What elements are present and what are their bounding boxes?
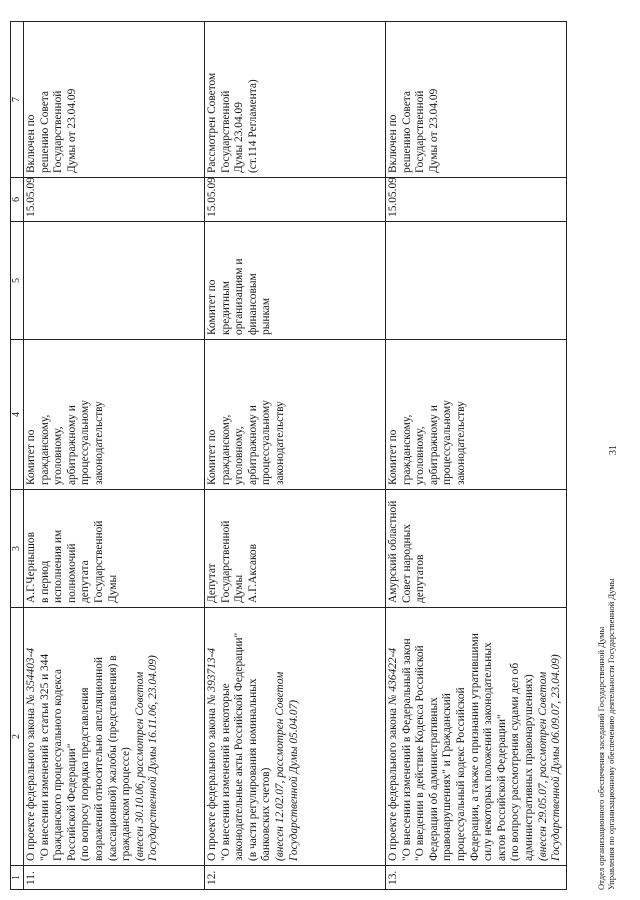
row-number: 12.	[205, 866, 386, 890]
bill-description-line	[441, 612, 455, 861]
bill-description-line	[509, 612, 523, 861]
responsible-committee-line: гражданскому,	[219, 414, 232, 485]
responsible-committee-line: законодательству	[273, 401, 286, 485]
responsible-committee-line: процессуальному	[260, 400, 273, 485]
responsible-committee-line: арбитражному и	[246, 405, 259, 485]
bill-text: Федерации, а также о признании утратившими	[468, 633, 481, 861]
table-row	[24, 22, 205, 890]
responsible-committee-line: гражданскому,	[400, 414, 413, 485]
page-number: 31	[608, 445, 619, 455]
bill-description-line	[401, 612, 415, 861]
bill-description-line	[120, 612, 134, 861]
bill-text: "О внесении изменений в статьи 325 и 344	[38, 653, 51, 861]
bill-italic-text: Государственной Думы 16.11.06, 23.04.09)	[147, 655, 160, 861]
initiator-line: Государственной	[219, 520, 232, 603]
co-committee	[386, 222, 567, 340]
column-number: 7	[11, 22, 24, 178]
responsible-committee-line: Комитет по	[206, 429, 218, 485]
note-line: Рассмотрен Советом	[206, 72, 218, 173]
responsible-committee-line: арбитражному и	[65, 405, 78, 485]
initiator-line: Депутат	[206, 563, 218, 603]
co-committee	[24, 222, 205, 340]
bill-description-line	[537, 612, 551, 861]
responsible-committee-line: уголовному,	[52, 426, 65, 485]
bill-text: Гражданского процессуального кодекса	[52, 669, 65, 861]
review-date: 15.05.09	[24, 178, 205, 222]
bill-text: (по вопросу порядка представления	[79, 687, 92, 861]
bill-text: (по вопросу рассмотрения судами дел об	[509, 662, 522, 861]
responsible-committee-line: Комитет по	[25, 429, 37, 485]
initiator	[205, 490, 386, 608]
note-line: Включен по	[387, 114, 399, 173]
bill-italic-text: № 354403-4	[25, 647, 37, 706]
initiator-line: Государственной	[92, 520, 105, 603]
bill-description-line	[469, 612, 483, 861]
bill-description-line	[233, 612, 247, 861]
note-line: Думы от 23.04.09	[65, 88, 78, 173]
note-line: Думы 23.04.09	[233, 102, 246, 173]
co-committee-line: рынкам	[260, 297, 273, 335]
bill-italic-text: Государственной Думы 06.09.07, 23.04.09)	[550, 654, 563, 861]
table-row	[205, 22, 386, 890]
bill-italic-text: (внесен 12.02.07, рассмотрен Советом	[273, 671, 286, 861]
bill-description-line	[387, 612, 401, 861]
initiator	[386, 490, 567, 608]
bill-text: (кассационной) жалобы (представления) в	[106, 655, 119, 861]
bill-text: актов Российской Федерации"	[495, 714, 508, 861]
responsible-committee-line: законодательству	[92, 401, 105, 485]
column-number: 5	[11, 222, 24, 340]
bill-description-line	[414, 612, 428, 861]
co-committee-line: финансовым	[246, 273, 259, 335]
review-date: 15.05.09	[386, 178, 567, 222]
bill-description-line	[274, 612, 288, 861]
bill-description-line	[93, 612, 107, 861]
responsible-committee-line: гражданскому,	[38, 414, 51, 485]
note	[386, 22, 567, 178]
bill-italic-text: № 436422-4	[387, 647, 399, 706]
co-committee-line: кредитным	[219, 281, 232, 335]
footer-line: Отдел организационного обеспечения заседаний Государственной Думы	[596, 626, 606, 890]
note-line: Государственной	[219, 90, 232, 173]
responsible-committee	[24, 340, 205, 490]
responsible-committee-line: процессуальному	[441, 400, 454, 485]
bill-description	[205, 608, 386, 866]
review-date: 15.05.09	[205, 178, 386, 222]
bill-description-line	[39, 612, 53, 861]
bill-description-line	[496, 612, 510, 861]
initiator-line: Амурский областной	[387, 500, 399, 603]
initiator-line: исполнения им	[52, 529, 65, 603]
bill-description-line	[523, 612, 537, 861]
note-line: решению Совета	[400, 91, 413, 173]
bill-text: гражданском процессе)	[120, 747, 133, 861]
bill-text: О проекте федерального закона	[387, 705, 399, 861]
bill-italic-text: № 393713-4	[206, 647, 218, 706]
bill-description-line	[107, 612, 121, 861]
table-row	[386, 22, 567, 890]
responsible-committee-line: законодательству	[454, 401, 467, 485]
bill-text: (в части регулирования номинальных	[246, 678, 259, 861]
bill-text: правонарушениях" и Гражданский	[441, 693, 454, 861]
column-number: 6	[11, 178, 24, 222]
note-line: (ст.114 Регламента)	[246, 79, 259, 173]
bill-description-line	[25, 612, 39, 861]
note-line: Думы от 23.04.09	[427, 88, 440, 173]
responsible-committee-line: арбитражному и	[427, 405, 440, 485]
bill-text: Федерации об административных	[427, 697, 440, 861]
bill-description-line	[482, 612, 496, 861]
responsible-committee-line: уголовному,	[414, 426, 427, 485]
initiator-line: в период	[38, 560, 51, 603]
bill-italic-text: (внесен 29.05.07, рассмотрен Советом	[536, 671, 549, 861]
bill-description-line	[550, 612, 564, 861]
bill-description-line	[428, 612, 442, 861]
bill-description-line	[147, 612, 161, 861]
bill-text: О проекте федерального закона	[25, 705, 37, 861]
initiator	[24, 490, 205, 608]
bill-text: "О внесении изменений в Федеральный закон	[400, 638, 413, 861]
responsible-committee-line: процессуальному	[79, 400, 92, 485]
note-line: решению Совета	[38, 91, 51, 173]
co-committee-line: Комитет по	[206, 279, 218, 335]
bill-description-line	[220, 612, 234, 861]
responsible-committee-line: Комитет по	[387, 429, 399, 485]
note	[24, 22, 205, 178]
bill-text: процессуальный кодекс Российской	[454, 687, 467, 861]
bill-text: возражений относительно апелляционной	[92, 657, 105, 861]
bill-description-line	[288, 612, 302, 861]
bill-description-line	[206, 612, 220, 861]
initiator-line: А.Г.Чернышов	[25, 532, 37, 603]
initiator-line: депутатов	[414, 554, 427, 603]
bill-text: "О внесении изменений в некоторые	[219, 683, 232, 861]
agenda-table	[10, 21, 567, 890]
bill-description-line	[52, 612, 66, 861]
bill-description-line	[247, 612, 261, 861]
initiator-line: полномочий	[65, 543, 78, 603]
note-line: Государственной	[52, 90, 65, 173]
row-number: 11.	[24, 866, 205, 890]
bill-text: административных правонарушениях)	[522, 674, 535, 861]
bill-description	[386, 608, 567, 866]
bill-text: "О введении в действие Кодекса Российской	[414, 645, 427, 861]
responsible-committee-line: уголовному,	[233, 426, 246, 485]
note-line: Включен по	[25, 114, 37, 173]
bill-italic-text: (внесен 30.10.06, рассмотрен Советом	[133, 671, 146, 861]
bill-text: О проекте федерального закона	[206, 705, 218, 861]
initiator-line: А.Г.Аксаков	[246, 544, 259, 603]
footer-line: Управления по организационному обеспечению деятельности Государственной Думы	[606, 578, 616, 890]
bill-text: силу некоторых положений законодательных	[482, 642, 495, 861]
note	[205, 22, 386, 178]
bill-description-line	[79, 612, 93, 861]
responsible-committee	[205, 340, 386, 490]
bill-text: Российской Федерации"	[65, 743, 78, 861]
bill-description	[24, 608, 205, 866]
column-number-row	[11, 22, 24, 890]
initiator-line: Совет народных	[400, 524, 413, 603]
responsible-committee	[386, 340, 567, 490]
bill-italic-text: Государственной Думы 05.04.07)	[287, 699, 300, 861]
co-committee-line: организациям и	[233, 258, 246, 335]
initiator-line: Думы	[106, 574, 119, 603]
bill-description-line	[455, 612, 469, 861]
bill-description-line	[134, 612, 148, 861]
initiator-line: депутата	[79, 560, 92, 603]
column-number: 3	[11, 490, 24, 608]
column-number: 2	[11, 608, 24, 866]
bill-description-line	[260, 612, 274, 861]
bill-text: законодательные акты Российской Федерации"	[233, 632, 246, 861]
row-number: 13.	[386, 866, 567, 890]
note-line: Государственной	[414, 90, 427, 173]
column-number: 4	[11, 340, 24, 490]
bill-description-line	[66, 612, 80, 861]
co-committee	[205, 222, 386, 340]
column-number: 1	[11, 866, 24, 890]
footer-department	[596, 579, 616, 890]
initiator-line: Думы	[233, 574, 246, 603]
bill-text: банковских счетов)	[260, 767, 273, 861]
